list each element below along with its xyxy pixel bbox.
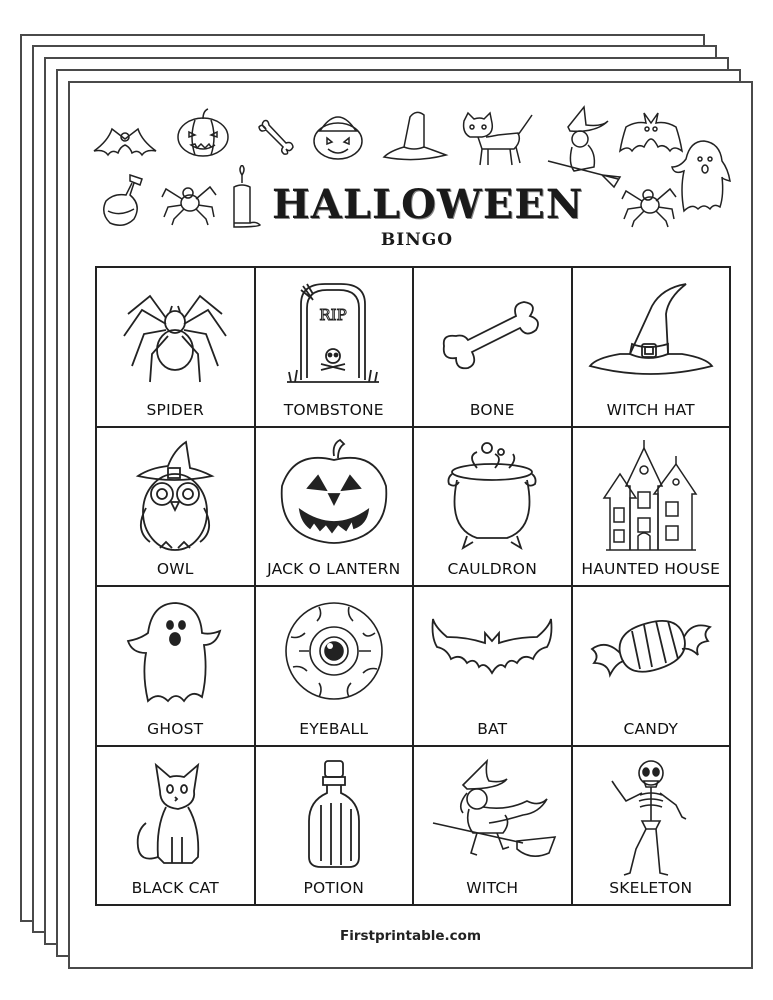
candy-icon <box>586 597 716 697</box>
potion-icon <box>279 757 389 875</box>
witch-hat-icon <box>380 107 450 163</box>
candle-icon <box>230 165 266 229</box>
bingo-cell[interactable] <box>96 746 255 906</box>
cell-label: TOMBSTONE <box>283 400 384 419</box>
cell-label: POTION <box>303 879 365 897</box>
cell-label: GHOST <box>147 719 204 738</box>
cell-label: JACK O LANTERN <box>267 560 401 578</box>
bingo-grid <box>95 266 731 906</box>
footer-credit[interactable]: Firstprintable.com <box>339 928 482 944</box>
bat-icon <box>427 597 557 697</box>
witch-hat-icon <box>586 278 716 390</box>
cell-label: CAULDRON <box>447 560 537 578</box>
bingo-cell[interactable] <box>255 427 414 587</box>
pumpkin-bucket-icon <box>310 109 366 161</box>
potion-icon <box>100 171 150 231</box>
bingo-cell[interactable] <box>413 267 572 427</box>
eyeball-icon <box>279 597 389 709</box>
skeleton-icon <box>596 757 706 879</box>
black-cat-icon <box>120 757 230 875</box>
bingo-cell[interactable] <box>255 746 414 906</box>
bingo-cell[interactable] <box>255 267 414 427</box>
bingo-cell[interactable] <box>413 746 572 906</box>
cell-label: WITCH <box>466 879 519 897</box>
haunted-house-icon <box>596 438 706 556</box>
page-subtitle: BINGO <box>380 230 454 250</box>
cell-label: CANDY <box>623 719 679 738</box>
tombstone-engraving: RIP <box>319 306 347 324</box>
bone-icon <box>256 117 296 157</box>
bingo-cell[interactable] <box>413 586 572 746</box>
page-title: HALLOWEEN <box>272 181 584 228</box>
bingo-cell[interactable] <box>572 746 731 906</box>
bingo-cell[interactable] <box>572 267 731 427</box>
jack-o-lantern-icon <box>274 438 394 550</box>
bingo-cell[interactable] <box>572 427 731 587</box>
bingo-cell[interactable] <box>572 586 731 746</box>
bingo-cell[interactable] <box>413 427 572 587</box>
cell-label: EYEBALL <box>299 719 369 738</box>
bingo-page <box>68 81 753 969</box>
witch-icon <box>544 105 624 189</box>
cell-label: BAT <box>477 719 508 738</box>
spider-icon <box>160 177 218 227</box>
bingo-cell[interactable] <box>96 586 255 746</box>
ghost-icon <box>670 137 732 213</box>
bingo-cell[interactable] <box>96 427 255 587</box>
tombstone-icon <box>279 278 389 390</box>
cat-icon <box>458 111 538 169</box>
cell-label: WITCH HAT <box>606 400 695 419</box>
cell-label: OWL <box>156 560 194 578</box>
cell-label: SKELETON <box>609 879 693 897</box>
bat-icon <box>90 109 160 165</box>
bingo-cell[interactable] <box>96 267 255 427</box>
cell-label: SPIDER <box>146 400 204 419</box>
witch-icon <box>427 757 557 873</box>
ghost-icon <box>120 597 230 709</box>
bingo-cell[interactable] <box>255 586 414 746</box>
spider-icon <box>620 179 678 229</box>
cell-label: BLACK CAT <box>131 879 219 897</box>
bone-icon <box>432 278 552 388</box>
cell-label: BONE <box>469 400 515 419</box>
owl-icon <box>120 438 230 558</box>
cauldron-icon <box>437 438 547 554</box>
spider-icon <box>120 278 230 388</box>
pumpkin-icon <box>175 107 231 159</box>
cell-label: HAUNTED HOUSE <box>581 560 721 578</box>
